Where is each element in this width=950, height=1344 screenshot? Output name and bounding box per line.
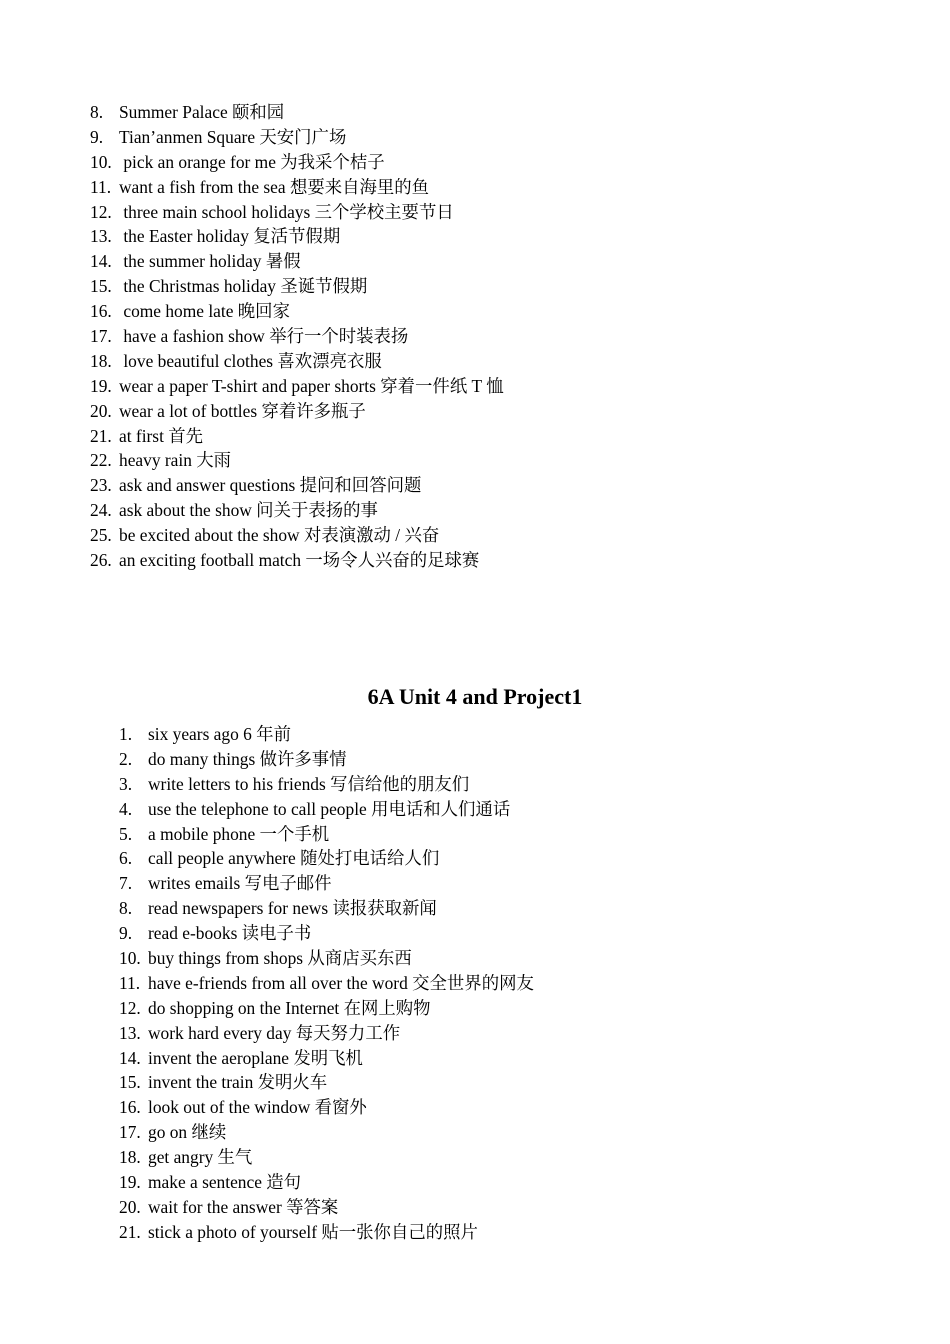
list-item — [119, 1145, 879, 1170]
item-text: get angry 生气 — [148, 1147, 253, 1168]
item-number: 10. — [90, 151, 112, 172]
list-item — [90, 274, 850, 299]
item-text: heavy rain 大雨 — [119, 450, 232, 471]
item-number: 20. — [119, 1196, 141, 1217]
item-text: Summer Palace 颐和园 — [119, 102, 285, 122]
item-text: want a fish from the sea 想要来自海里的鱼 — [119, 176, 430, 197]
item-text: wear a paper T-shirt and paper shorts 穿着一件纸 T 恤 — [119, 375, 504, 396]
list-item — [119, 1046, 879, 1071]
item-text: the Easter holiday 复活节假期 — [119, 226, 341, 247]
list-item — [90, 473, 850, 498]
item-number: 8. — [90, 102, 104, 122]
item-number: 11. — [119, 972, 141, 993]
list-item — [119, 921, 879, 946]
item-text: work hard every day 每天努力工作 — [148, 1022, 401, 1043]
vocab-list-unit4 — [119, 722, 879, 1245]
item-number: 16. — [119, 1097, 141, 1118]
item-number: 19. — [90, 375, 112, 396]
list-item — [90, 424, 850, 449]
item-text: ask and answer questions 提问和回答问题 — [119, 475, 422, 496]
list-item — [119, 772, 879, 797]
list-item — [90, 100, 850, 125]
list-item — [90, 498, 850, 523]
item-number: 26. — [90, 550, 112, 571]
list-item — [119, 1095, 879, 1120]
list-item — [119, 971, 879, 996]
list-item — [90, 150, 850, 175]
item-text: write letters to his friends 写信给他的朋友们 — [148, 773, 470, 794]
item-number: 25. — [90, 525, 112, 546]
item-number: 20. — [90, 400, 112, 421]
item-number: 12. — [90, 201, 112, 222]
item-number: 14. — [119, 1047, 141, 1068]
item-text: make a sentence 造句 — [148, 1172, 302, 1193]
item-text: be excited about the show 对表演激动 / 兴奋 — [119, 525, 440, 546]
item-number: 18. — [90, 350, 112, 371]
item-text: invent the train 发明火车 — [148, 1072, 328, 1093]
item-text: stick a photo of yourself 贴一张你自己的照片 — [148, 1221, 478, 1242]
item-text: do many things 做许多事情 — [148, 748, 347, 769]
item-number: 11. — [90, 176, 112, 197]
list-item — [119, 822, 879, 847]
item-number: 21. — [119, 1221, 141, 1242]
list-item — [90, 523, 850, 548]
item-number: 14. — [90, 251, 112, 272]
item-number: 2. — [119, 748, 133, 769]
item-text: read newspapers for news 读报获取新闻 — [148, 898, 437, 919]
item-text: the Christmas holiday 圣诞节假期 — [119, 276, 368, 297]
list-item — [90, 125, 850, 150]
item-number: 9. — [90, 126, 104, 147]
list-item — [90, 299, 850, 324]
item-number: 17. — [119, 1122, 141, 1143]
item-text: have a fashion show 举行一个时装表扬 — [119, 326, 409, 347]
list-item — [90, 399, 850, 424]
list-item — [90, 374, 850, 399]
item-number: 15. — [119, 1072, 141, 1093]
item-number: 21. — [90, 425, 112, 446]
item-text: go on 继续 — [148, 1122, 227, 1143]
item-number: 13. — [90, 226, 112, 247]
list-item — [90, 349, 850, 374]
list-item — [90, 249, 850, 274]
item-number: 15. — [90, 276, 112, 297]
list-item — [119, 1120, 879, 1145]
item-number: 16. — [90, 301, 112, 322]
list-item — [119, 896, 879, 921]
item-text: at first 首先 — [119, 425, 204, 446]
item-text: buy things from shops 从商店买东西 — [148, 948, 412, 969]
vocab-list-unit3 — [90, 100, 850, 573]
item-number: 3. — [119, 773, 133, 794]
item-number: 10. — [119, 948, 141, 969]
item-number: 18. — [119, 1147, 141, 1168]
list-item — [119, 722, 879, 747]
list-item — [90, 224, 850, 249]
item-text: come home late 晚回家 — [119, 301, 290, 322]
list-item — [90, 175, 850, 200]
item-number: 4. — [119, 798, 133, 819]
item-text: pick an orange for me 为我采个桔子 — [119, 151, 385, 172]
item-text: do shopping on the Internet 在网上购物 — [148, 997, 431, 1018]
item-number: 1. — [119, 724, 133, 744]
list-item — [119, 1070, 879, 1095]
item-text: love beautiful clothes 喜欢漂亮衣服 — [119, 350, 382, 371]
list-item — [90, 200, 850, 225]
item-number: 23. — [90, 475, 112, 496]
item-text: writes emails 写电子邮件 — [148, 873, 332, 894]
item-text: read e-books 读电子书 — [148, 923, 312, 944]
list-item — [119, 946, 879, 971]
item-number: 12. — [119, 997, 141, 1018]
item-number: 8. — [119, 898, 133, 919]
list-item — [119, 1220, 879, 1245]
list-item — [119, 747, 879, 772]
item-text: an exciting football match 一场令人兴奋的足球赛 — [119, 550, 480, 571]
item-number: 9. — [119, 923, 133, 944]
list-item — [119, 996, 879, 1021]
list-item — [119, 1170, 879, 1195]
list-item — [119, 871, 879, 896]
item-text: the summer holiday 暑假 — [119, 251, 301, 272]
item-text: Tian’anmen Square 天安门广场 — [119, 126, 347, 147]
item-number: 5. — [119, 823, 133, 844]
item-number: 24. — [90, 500, 112, 521]
list-item — [119, 797, 879, 822]
item-text: look out of the window 看窗外 — [148, 1097, 367, 1118]
list-item — [119, 1195, 879, 1220]
item-text: six years ago 6 年前 — [148, 724, 291, 744]
item-number: 22. — [90, 450, 112, 471]
item-text: use the telephone to call people 用电话和人们通话 — [148, 798, 511, 819]
list-item — [90, 548, 850, 573]
item-text: three main school holidays 三个学校主要节日 — [119, 201, 454, 222]
item-text: wear a lot of bottles 穿着许多瓶子 — [119, 400, 366, 421]
item-text: call people anywhere 随处打电话给人们 — [148, 848, 440, 869]
item-number: 17. — [90, 326, 112, 347]
item-text: have e-friends from all over the word 交全世界的网友 — [148, 972, 534, 993]
item-text: wait for the answer 等答案 — [148, 1196, 339, 1217]
item-number: 19. — [119, 1172, 141, 1193]
section-heading: 6A Unit 4 and Project1 — [367, 684, 583, 709]
list-item — [119, 846, 879, 871]
item-number: 7. — [119, 873, 133, 894]
item-number: 6. — [119, 848, 133, 869]
item-text: ask about the show 问关于表扬的事 — [119, 500, 378, 521]
list-item — [90, 448, 850, 473]
item-number: 13. — [119, 1022, 141, 1043]
item-text: a mobile phone 一个手机 — [148, 823, 330, 844]
list-item — [119, 1021, 879, 1046]
item-text: invent the aeroplane 发明飞机 — [148, 1047, 363, 1068]
list-item — [90, 324, 850, 349]
